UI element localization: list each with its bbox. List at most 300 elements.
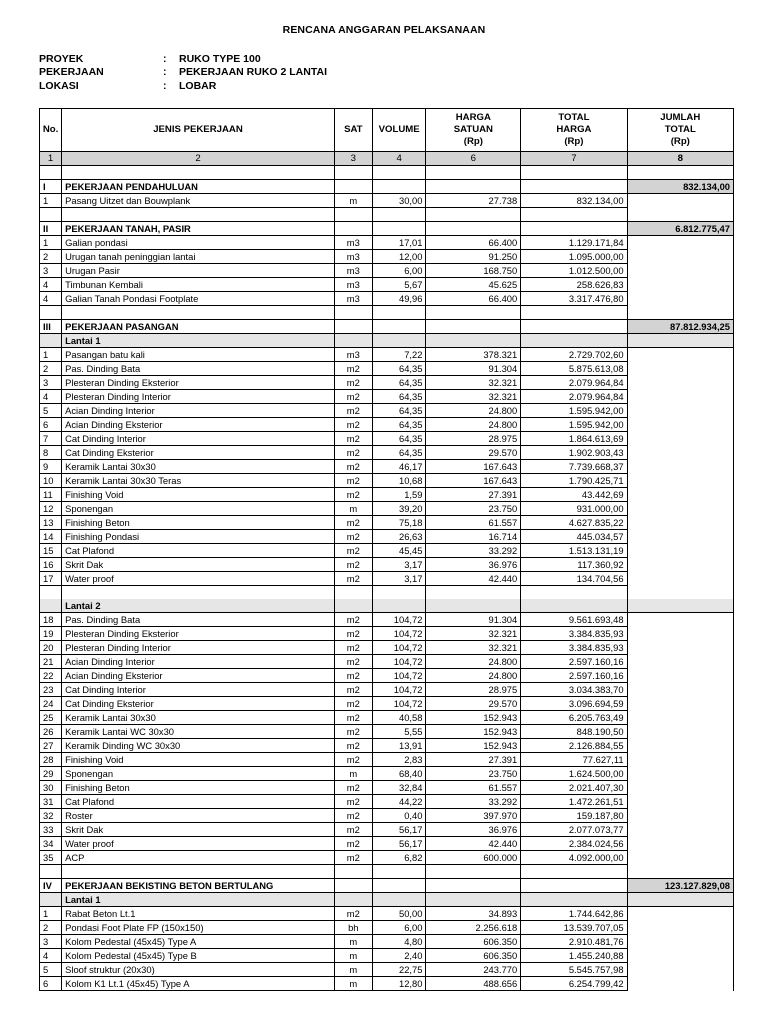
item-name: Kolom Pedestal (45x45) Type B xyxy=(62,949,335,963)
item-total-price: 77.627,11 xyxy=(521,753,627,767)
empty-cell xyxy=(627,558,733,572)
item-unit: m2 xyxy=(334,641,372,655)
empty-cell xyxy=(627,264,733,278)
empty-cell xyxy=(426,306,521,320)
empty-cell xyxy=(521,208,627,222)
empty-cell xyxy=(521,306,627,320)
table-row xyxy=(40,963,734,977)
item-unit: m xyxy=(334,767,372,781)
table-row xyxy=(40,655,734,669)
table-row xyxy=(40,390,734,404)
header-harga-satuan xyxy=(426,109,521,152)
item-total-price: 43.442,69 xyxy=(521,488,627,502)
item-unit-price: 27.738 xyxy=(426,194,521,208)
item-volume: 26,63 xyxy=(372,530,426,544)
item-number: 4 xyxy=(40,949,62,963)
item-name: Finishing Pondasi xyxy=(62,530,335,544)
item-unit-price: 91.250 xyxy=(426,250,521,264)
empty-cell xyxy=(627,865,733,879)
table-row xyxy=(40,809,734,823)
item-total-price: 3.384.835,93 xyxy=(521,641,627,655)
item-unit-price: 24.800 xyxy=(426,418,521,432)
document-title: RENCANA ANGGARAN PELAKSANAAN xyxy=(282,24,486,36)
item-name: Acian Dinding Eksterior xyxy=(62,669,335,683)
item-total-price: 9.561.693,48 xyxy=(521,613,627,627)
item-total-price: 2.597.160,16 xyxy=(521,655,627,669)
empty-cell xyxy=(521,893,627,907)
item-name: Roster xyxy=(62,809,335,823)
empty-cell xyxy=(521,879,627,893)
item-total-price: 5.545.757,98 xyxy=(521,963,627,977)
item-total-price: 445.034,57 xyxy=(521,530,627,544)
item-unit: m2 xyxy=(334,795,372,809)
meta-label: LOKASI xyxy=(39,80,79,92)
item-number: 6 xyxy=(40,977,62,991)
item-volume: 75,18 xyxy=(372,516,426,530)
item-number: 19 xyxy=(40,627,62,641)
empty-cell xyxy=(372,208,426,222)
empty-cell xyxy=(627,572,733,586)
item-name: Urugan tanah peninggian lantai xyxy=(62,250,335,264)
item-name: Kolom Pedestal (45x45) Type A xyxy=(62,935,335,949)
item-unit: m2 xyxy=(334,530,372,544)
section-total: 87.812.934,25 xyxy=(627,320,733,334)
empty-cell xyxy=(627,292,733,306)
item-volume: 0,40 xyxy=(372,809,426,823)
subsection-row xyxy=(40,893,734,907)
section-title: PEKERJAAN PENDAHULUAN xyxy=(62,180,335,194)
header-line: TOTAL xyxy=(558,112,590,123)
header-line: TOTAL xyxy=(664,124,696,135)
item-name: Sponengan xyxy=(62,502,335,516)
item-unit: m2 xyxy=(334,781,372,795)
item-unit-price: 168.750 xyxy=(426,264,521,278)
item-name: Finishing Void xyxy=(62,488,335,502)
item-unit-price: 36.976 xyxy=(426,558,521,572)
item-total-price: 2.597.160,16 xyxy=(521,669,627,683)
item-unit-price: 61.557 xyxy=(426,781,521,795)
item-unit: m2 xyxy=(334,446,372,460)
empty-cell xyxy=(334,599,372,613)
subsection-title: Lantai 2 xyxy=(62,599,335,613)
item-volume: 64,35 xyxy=(372,390,426,404)
empty-cell xyxy=(40,334,62,348)
empty-cell xyxy=(372,586,426,600)
item-number: 9 xyxy=(40,460,62,474)
item-unit-price: 34.893 xyxy=(426,907,521,921)
empty-cell xyxy=(627,488,733,502)
item-volume: 17,01 xyxy=(372,236,426,250)
item-volume: 104,72 xyxy=(372,683,426,697)
item-volume: 46,17 xyxy=(372,460,426,474)
item-total-price: 2.729.702,60 xyxy=(521,348,627,362)
budget-table xyxy=(39,108,734,991)
table-row xyxy=(40,376,734,390)
empty-cell xyxy=(627,544,733,558)
item-total-price: 6.205.763,49 xyxy=(521,711,627,725)
item-unit: m3 xyxy=(334,292,372,306)
empty-cell xyxy=(334,166,372,180)
item-unit: m xyxy=(334,502,372,516)
empty-cell xyxy=(627,767,733,781)
item-number: 12 xyxy=(40,502,62,516)
column-number: 4 xyxy=(372,152,426,166)
empty-cell xyxy=(62,208,335,222)
item-total-price: 832.134,00 xyxy=(521,194,627,208)
item-unit: bh xyxy=(334,921,372,935)
empty-cell xyxy=(627,278,733,292)
item-number: 28 xyxy=(40,753,62,767)
empty-cell xyxy=(521,180,627,194)
header-total-harga xyxy=(521,109,627,152)
empty-cell xyxy=(426,166,521,180)
empty-cell xyxy=(426,865,521,879)
item-unit: m2 xyxy=(334,474,372,488)
empty-cell xyxy=(426,334,521,348)
item-number: 11 xyxy=(40,488,62,502)
item-unit-price: 32.321 xyxy=(426,376,521,390)
item-name: Water proof xyxy=(62,572,335,586)
item-total-price: 2.126.884,55 xyxy=(521,739,627,753)
empty-cell xyxy=(627,711,733,725)
table-row xyxy=(40,530,734,544)
item-number: 2 xyxy=(40,250,62,264)
subsection-row xyxy=(40,599,734,613)
empty-cell xyxy=(627,502,733,516)
item-total-price: 1.012.500,00 xyxy=(521,264,627,278)
item-total-price: 4.092.000,00 xyxy=(521,851,627,865)
item-volume: 32,84 xyxy=(372,781,426,795)
empty-cell xyxy=(627,613,733,627)
empty-cell xyxy=(627,963,733,977)
item-total-price: 2.079.964,84 xyxy=(521,390,627,404)
item-volume: 49,96 xyxy=(372,292,426,306)
item-unit: m2 xyxy=(334,432,372,446)
empty-cell xyxy=(627,446,733,460)
empty-cell xyxy=(334,865,372,879)
empty-cell xyxy=(627,907,733,921)
item-unit: m xyxy=(334,935,372,949)
item-total-price: 1.864.613,69 xyxy=(521,432,627,446)
item-unit-price: 152.943 xyxy=(426,725,521,739)
item-name: Skrit Dak xyxy=(62,823,335,837)
item-name: Plesteran Dinding Interior xyxy=(62,641,335,655)
item-number: 1 xyxy=(40,907,62,921)
item-name: Urugan Pasir xyxy=(62,264,335,278)
table-row xyxy=(40,739,734,753)
empty-cell xyxy=(62,865,335,879)
item-volume: 3,17 xyxy=(372,558,426,572)
header-line: (Rp) xyxy=(564,136,584,147)
header-volume: VOLUME xyxy=(372,109,426,152)
item-total-price: 848.190,50 xyxy=(521,725,627,739)
empty-cell xyxy=(627,362,733,376)
item-volume: 7,22 xyxy=(372,348,426,362)
item-total-price: 13.539.707,05 xyxy=(521,921,627,935)
item-total-price: 1.595.942,00 xyxy=(521,418,627,432)
empty-cell xyxy=(627,949,733,963)
item-unit: m2 xyxy=(334,655,372,669)
item-name: Sponengan xyxy=(62,767,335,781)
empty-cell xyxy=(372,334,426,348)
column-number: 2 xyxy=(62,152,335,166)
empty-cell xyxy=(372,320,426,334)
empty-cell xyxy=(62,166,335,180)
item-total-price: 4.627.835,22 xyxy=(521,516,627,530)
item-volume: 3,17 xyxy=(372,572,426,586)
empty-cell xyxy=(372,180,426,194)
table-row xyxy=(40,544,734,558)
item-name: Cat Plafond xyxy=(62,544,335,558)
item-total-price: 1.744.642,86 xyxy=(521,907,627,921)
item-total-price: 6.254.799,42 xyxy=(521,977,627,991)
header-row xyxy=(40,109,734,152)
empty-cell xyxy=(40,865,62,879)
empty-cell xyxy=(372,893,426,907)
empty-cell xyxy=(62,306,335,320)
meta-value: LOBAR xyxy=(179,80,217,92)
item-volume: 45,45 xyxy=(372,544,426,558)
item-unit-price: 27.391 xyxy=(426,488,521,502)
empty-cell xyxy=(627,627,733,641)
meta-colon: : xyxy=(163,66,167,78)
item-number: 26 xyxy=(40,725,62,739)
table-row xyxy=(40,851,734,865)
table-row xyxy=(40,823,734,837)
item-number: 3 xyxy=(40,264,62,278)
item-unit-price: 23.750 xyxy=(426,767,521,781)
item-unit-price: 32.321 xyxy=(426,627,521,641)
empty-cell xyxy=(627,250,733,264)
item-name: Cat Dinding Interior xyxy=(62,683,335,697)
empty-cell xyxy=(426,879,521,893)
item-number: 31 xyxy=(40,795,62,809)
item-unit-price: 243.770 xyxy=(426,963,521,977)
item-unit-price: 36.976 xyxy=(426,823,521,837)
item-number: 1 xyxy=(40,236,62,250)
item-volume: 4,80 xyxy=(372,935,426,949)
item-volume: 5,55 xyxy=(372,725,426,739)
item-total-price: 5.875.613,08 xyxy=(521,362,627,376)
item-volume: 56,17 xyxy=(372,823,426,837)
item-unit-price: 488.656 xyxy=(426,977,521,991)
item-unit-price: 91.304 xyxy=(426,362,521,376)
item-total-price: 1.595.942,00 xyxy=(521,404,627,418)
item-number: 20 xyxy=(40,641,62,655)
item-name: Pasang Uitzet dan Bouwplank xyxy=(62,194,335,208)
item-name: ACP xyxy=(62,851,335,865)
item-name: Acian Dinding Interior xyxy=(62,655,335,669)
item-unit-price: 167.643 xyxy=(426,474,521,488)
item-total-price: 2.077.073,77 xyxy=(521,823,627,837)
empty-cell xyxy=(426,893,521,907)
item-unit: m2 xyxy=(334,516,372,530)
item-name: Kolom K1 Lt.1 (45x45) Type A xyxy=(62,977,335,991)
table-row xyxy=(40,627,734,641)
empty-cell xyxy=(334,306,372,320)
item-unit: m2 xyxy=(334,362,372,376)
item-number: 5 xyxy=(40,963,62,977)
empty-cell xyxy=(627,236,733,250)
empty-cell xyxy=(334,180,372,194)
item-total-price: 3.317.476,80 xyxy=(521,292,627,306)
table-row xyxy=(40,921,734,935)
table-row xyxy=(40,236,734,250)
item-number: 4 xyxy=(40,278,62,292)
item-volume: 104,72 xyxy=(372,697,426,711)
column-number-row xyxy=(40,152,734,166)
empty-cell xyxy=(521,320,627,334)
item-total-price: 159.187,80 xyxy=(521,809,627,823)
header-no: No. xyxy=(40,109,62,152)
item-number: 33 xyxy=(40,823,62,837)
empty-cell xyxy=(627,166,733,180)
item-unit-price: 45.625 xyxy=(426,278,521,292)
item-volume: 2,40 xyxy=(372,949,426,963)
item-unit-price: 16.714 xyxy=(426,530,521,544)
empty-cell xyxy=(426,599,521,613)
item-unit: m2 xyxy=(334,697,372,711)
item-name: Rabat Beton Lt.1 xyxy=(62,907,335,921)
item-number: 34 xyxy=(40,837,62,851)
table-row xyxy=(40,264,734,278)
empty-cell xyxy=(627,669,733,683)
table-row xyxy=(40,446,734,460)
empty-cell xyxy=(372,222,426,236)
item-unit-price: 42.440 xyxy=(426,837,521,851)
item-total-price: 2.079.964,84 xyxy=(521,376,627,390)
empty-cell xyxy=(627,935,733,949)
item-volume: 104,72 xyxy=(372,613,426,627)
item-total-price: 258.626,83 xyxy=(521,278,627,292)
empty-cell xyxy=(521,166,627,180)
item-unit-price: 33.292 xyxy=(426,795,521,809)
item-unit: m xyxy=(334,949,372,963)
empty-cell xyxy=(627,306,733,320)
item-unit: m2 xyxy=(334,390,372,404)
empty-cell xyxy=(627,809,733,823)
item-name: Cat Dinding Eksterior xyxy=(62,446,335,460)
item-unit-price: 397.970 xyxy=(426,809,521,823)
item-total-price: 134.704,56 xyxy=(521,572,627,586)
item-unit: m2 xyxy=(334,558,372,572)
empty-cell xyxy=(334,334,372,348)
item-volume: 64,35 xyxy=(372,418,426,432)
item-unit: m3 xyxy=(334,264,372,278)
item-unit: m2 xyxy=(334,572,372,586)
table-row xyxy=(40,558,734,572)
table-row xyxy=(40,613,734,627)
item-total-price: 1.513.131,19 xyxy=(521,544,627,558)
item-unit-price: 24.800 xyxy=(426,669,521,683)
item-volume: 64,35 xyxy=(372,404,426,418)
item-unit-price: 29.570 xyxy=(426,446,521,460)
item-unit-price: 606.350 xyxy=(426,935,521,949)
item-unit-price: 27.391 xyxy=(426,753,521,767)
item-number: 25 xyxy=(40,711,62,725)
item-name: Keramik Lantai 30x30 Teras xyxy=(62,474,335,488)
item-unit-price: 28.975 xyxy=(426,683,521,697)
item-total-price: 7.739.668,37 xyxy=(521,460,627,474)
item-unit: m2 xyxy=(334,613,372,627)
item-unit: m3 xyxy=(334,278,372,292)
header-line: SATUAN xyxy=(453,124,493,135)
item-total-price: 2.384.024,56 xyxy=(521,837,627,851)
section-row xyxy=(40,320,734,334)
item-name: Keramik Lantai WC 30x30 xyxy=(62,725,335,739)
item-unit-price: 33.292 xyxy=(426,544,521,558)
section-title: PEKERJAAN PASANGAN xyxy=(62,320,335,334)
table-row xyxy=(40,460,734,474)
item-name: Cat Dinding Eksterior xyxy=(62,697,335,711)
item-name: Pasangan batu kali xyxy=(62,348,335,362)
table-body xyxy=(40,166,734,991)
table-row xyxy=(40,837,734,851)
table-row xyxy=(40,767,734,781)
empty-cell xyxy=(372,599,426,613)
column-number: 3 xyxy=(334,152,372,166)
table-row xyxy=(40,641,734,655)
empty-cell xyxy=(627,823,733,837)
header-sat: SAT xyxy=(334,109,372,152)
item-name: Acian Dinding Eksterior xyxy=(62,418,335,432)
empty-cell xyxy=(372,166,426,180)
empty-cell xyxy=(627,599,733,613)
empty-cell xyxy=(627,795,733,809)
item-unit: m2 xyxy=(334,711,372,725)
item-name: Galian Tanah Pondasi Footplate xyxy=(62,292,335,306)
meta-colon: : xyxy=(163,53,167,65)
spacer-row xyxy=(40,306,734,320)
item-unit: m2 xyxy=(334,404,372,418)
empty-cell xyxy=(627,655,733,669)
item-number: 35 xyxy=(40,851,62,865)
item-total-price: 2.910.481,76 xyxy=(521,935,627,949)
empty-cell xyxy=(627,586,733,600)
empty-cell xyxy=(521,599,627,613)
empty-cell xyxy=(627,837,733,851)
empty-cell xyxy=(426,222,521,236)
item-volume: 5,67 xyxy=(372,278,426,292)
item-number: 27 xyxy=(40,739,62,753)
item-total-price: 1.129.171,84 xyxy=(521,236,627,250)
item-name: Cat Dinding Interior xyxy=(62,432,335,446)
header-line: HARGA xyxy=(556,124,592,135)
item-unit-price: 61.557 xyxy=(426,516,521,530)
item-unit: m xyxy=(334,194,372,208)
section-number: I xyxy=(40,180,62,194)
section-number: IV xyxy=(40,879,62,893)
item-unit-price: 23.750 xyxy=(426,502,521,516)
item-number: 10 xyxy=(40,474,62,488)
item-name: Finishing Void xyxy=(62,753,335,767)
header-line: (Rp) xyxy=(463,136,483,147)
empty-cell xyxy=(40,586,62,600)
item-total-price: 1.095.000,00 xyxy=(521,250,627,264)
item-name: Acian Dinding Interior xyxy=(62,404,335,418)
table-row xyxy=(40,795,734,809)
item-name: Keramik Lantai 30x30 xyxy=(62,460,335,474)
empty-cell xyxy=(334,208,372,222)
item-number: 17 xyxy=(40,572,62,586)
item-name: Pas. Dinding Bata xyxy=(62,362,335,376)
item-name: Water proof xyxy=(62,837,335,851)
item-unit: m3 xyxy=(334,236,372,250)
empty-cell xyxy=(627,641,733,655)
empty-cell xyxy=(521,222,627,236)
empty-cell xyxy=(372,306,426,320)
item-unit: m3 xyxy=(334,250,372,264)
